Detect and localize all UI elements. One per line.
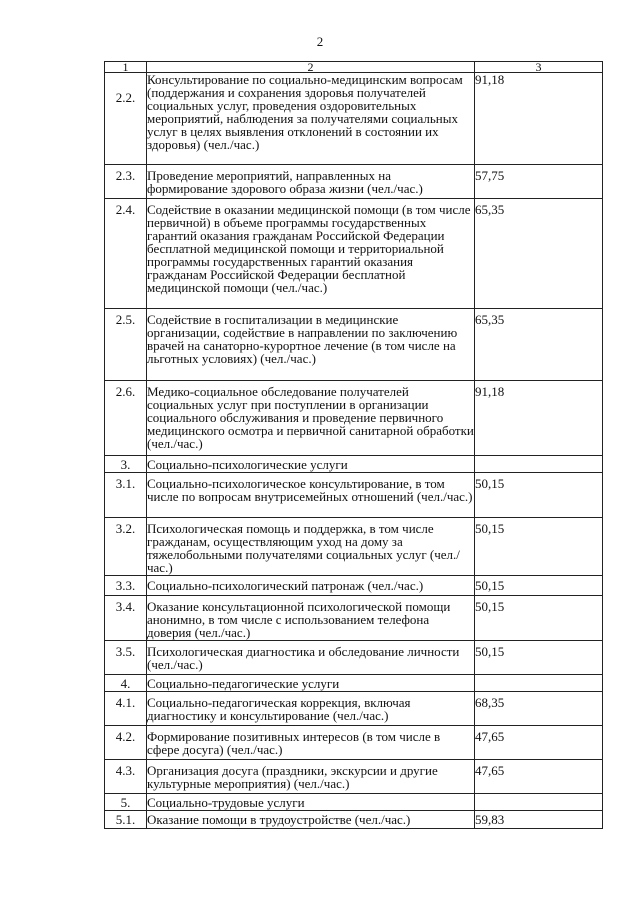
- row-number: 3.4.: [105, 596, 147, 641]
- row-number: 3.2.: [105, 518, 147, 576]
- table-row: [105, 760, 603, 794]
- section-value: [475, 456, 603, 473]
- service-description: Проведение мероприятий, направленных на формирование здорового образа жизни (чел./час.): [147, 165, 475, 199]
- row-number: 2.3.: [105, 165, 147, 199]
- row-number: 2.5.: [105, 309, 147, 381]
- service-value: 50,15: [475, 596, 603, 641]
- service-description: Социально-педагогическая коррекция, включая диагностику и консультирование (чел./час.): [147, 692, 475, 726]
- service-value: 59,83: [475, 811, 603, 829]
- service-value: 91,18: [475, 73, 603, 165]
- section-number: 3.: [105, 456, 147, 473]
- service-value: 50,15: [475, 576, 603, 596]
- service-description: Социально-психологический патронаж (чел./час.): [147, 576, 475, 596]
- service-description: Содействие в оказании медицинской помощи (в том числе первичной) в объеме программы государственных гарантий оказания гражданам Российской Федерации бесплатной медицинской помощи и территориальной программы государственных гарантий оказания гражданам Российской Федерации бесплатной медицинской помощи (чел./час.): [147, 199, 475, 309]
- table-row: [105, 199, 603, 309]
- row-number: 3.3.: [105, 576, 147, 596]
- row-number: 4.3.: [105, 760, 147, 794]
- table-header-row: [105, 62, 603, 73]
- table-row: [105, 576, 603, 596]
- row-number: 2.2.: [105, 73, 147, 165]
- service-value: 50,15: [475, 473, 603, 518]
- service-description: Психологическая помощь и поддержка, в том числе гражданам, осуществляющим уход на дому за тяжелобольными получателями социальных услуг (чел./час.): [147, 518, 475, 576]
- service-description: Медико-социальное обследование получателей социальных услуг при поступлении в организации социального обслуживания и проведение первичного медицинского осмотра и первичной санитарной обработки (чел./час.): [147, 381, 475, 456]
- service-description: Психологическая диагностика и обследование личности (чел./час.): [147, 641, 475, 675]
- service-value: 50,15: [475, 518, 603, 576]
- section-row: [105, 675, 603, 692]
- row-number: 5.1.: [105, 811, 147, 829]
- service-description: Оказание помощи в трудоустройстве (чел./час.): [147, 811, 475, 829]
- column-header-1: 1: [105, 62, 147, 73]
- section-title: Социально-психологические услуги: [147, 456, 475, 473]
- table-row: [105, 473, 603, 518]
- section-row: [105, 456, 603, 473]
- service-value: 91,18: [475, 381, 603, 456]
- page-number: 2: [316, 34, 324, 49]
- section-title: Социально-трудовые услуги: [147, 794, 475, 811]
- table-row: [105, 73, 603, 165]
- service-value: 47,65: [475, 726, 603, 760]
- row-number: 3.5.: [105, 641, 147, 675]
- row-number: 4.2.: [105, 726, 147, 760]
- section-number: 4.: [105, 675, 147, 692]
- table-row: [105, 518, 603, 576]
- service-value: 47,65: [475, 760, 603, 794]
- table-row: [105, 692, 603, 726]
- service-description: Организация досуга (праздники, экскурсии и другие культурные мероприятия) (чел./час.): [147, 760, 475, 794]
- column-header-2: 2: [147, 62, 475, 73]
- service-value: 65,35: [475, 199, 603, 309]
- table-row: [105, 811, 603, 829]
- service-value: 50,15: [475, 641, 603, 675]
- service-description: Формирование позитивных интересов (в том числе в сфере досуга) (чел./час.): [147, 726, 475, 760]
- table-row: [105, 641, 603, 675]
- service-description: Социально-психологическое консультирование, в том числе по вопросам внутрисемейных отношений (чел./час.): [147, 473, 475, 518]
- table-row: [105, 309, 603, 381]
- table-row: [105, 165, 603, 199]
- service-description: Консультирование по социально-медицинским вопросам (поддержания и сохранения здоровья получателей социальных услуг, проведения оздоровительных мероприятий, наблюдения за получателями социальных услуг в целях выявления отклонений в состоянии их здоровья) (чел./час.): [147, 73, 475, 165]
- row-number: 2.6.: [105, 381, 147, 456]
- section-value: [475, 675, 603, 692]
- table-row: [105, 726, 603, 760]
- section-number: 5.: [105, 794, 147, 811]
- section-title: Социально-педагогические услуги: [147, 675, 475, 692]
- service-value: 57,75: [475, 165, 603, 199]
- row-number: 3.1.: [105, 473, 147, 518]
- table-row: [105, 596, 603, 641]
- services-tariff-table: [104, 61, 603, 829]
- table-row: [105, 381, 603, 456]
- section-value: [475, 794, 603, 811]
- column-header-3: 3: [475, 62, 603, 73]
- service-value: 65,35: [475, 309, 603, 381]
- service-description: Содействие в госпитализации в медицинские организации, содействие в направлении по заключению врачей на санаторно-курортное лечение (в том числе на льготных условиях) (чел./час.): [147, 309, 475, 381]
- service-description: Оказание консультационной психологической помощи анонимно, в том числе с использованием телефона доверия (чел./час.): [147, 596, 475, 641]
- row-number: 4.1.: [105, 692, 147, 726]
- service-value: 68,35: [475, 692, 603, 726]
- section-row: [105, 794, 603, 811]
- row-number: 2.4.: [105, 199, 147, 309]
